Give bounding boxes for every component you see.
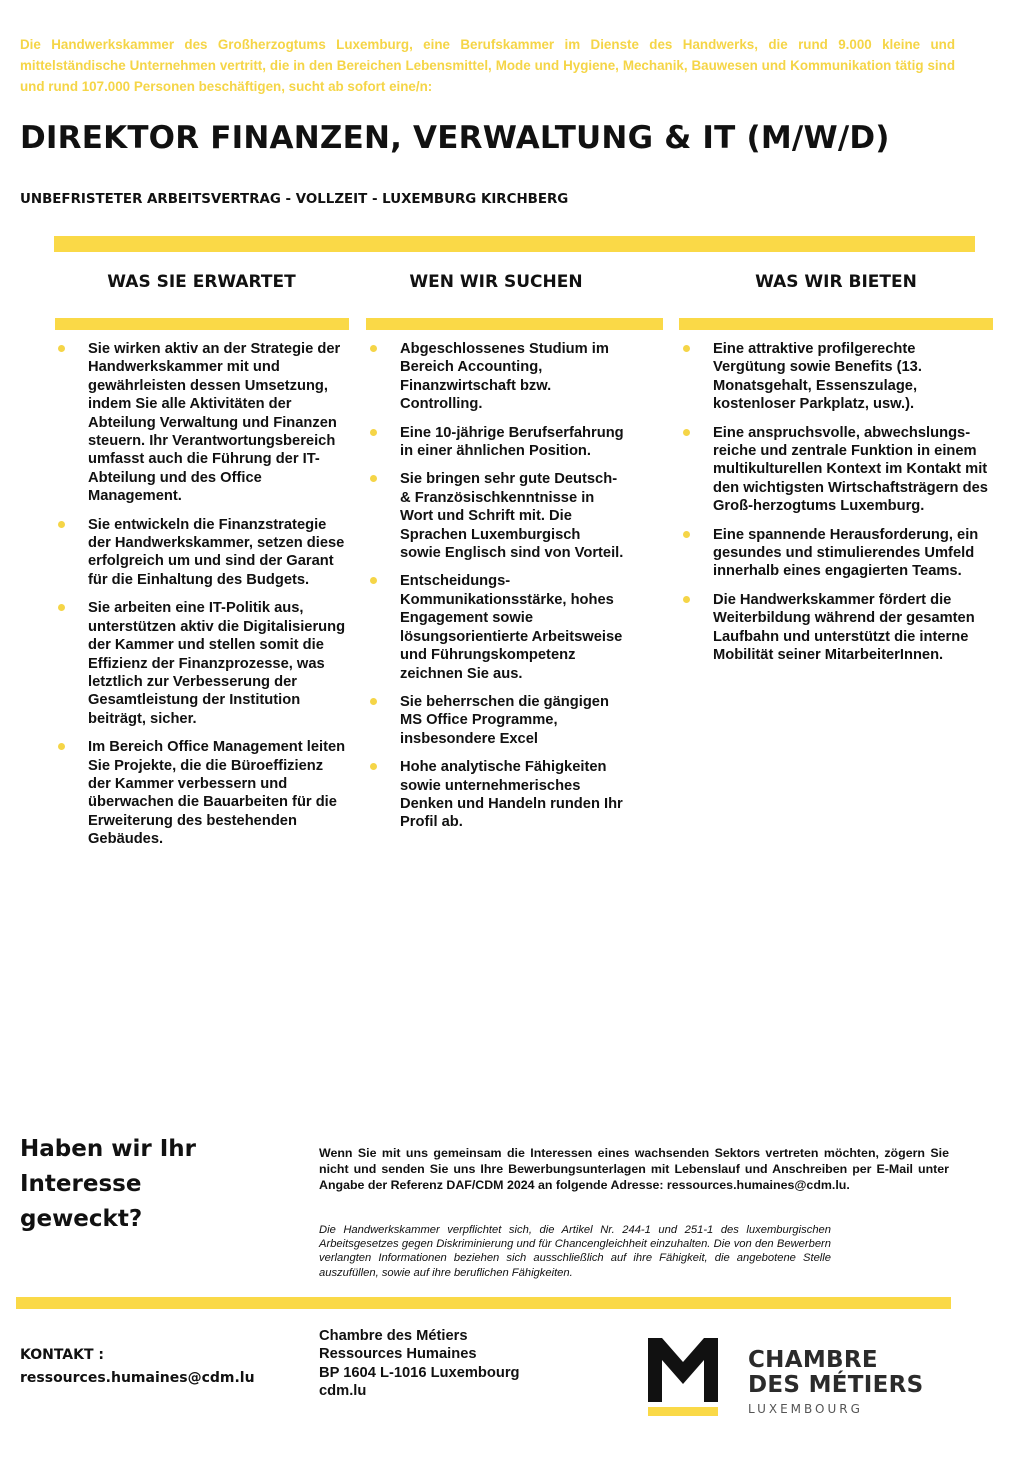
- contact-block: [20, 1344, 255, 1390]
- logo-text-line: LUXEMBOURG: [748, 1402, 863, 1416]
- list-item: [366, 470, 624, 562]
- logo-text-line: CHAMBRE: [748, 1347, 878, 1373]
- cta-line: Haben wir Ihr: [20, 1136, 196, 1162]
- list-item-text: Eine spannende Herausforderung, ein gesundes und stimulierendes Umfeld innerhalb eines engagierten Teams.: [713, 526, 979, 580]
- list-item: [366, 424, 624, 461]
- bullet-icon: [58, 604, 65, 611]
- column-heading-offer: WAS WIR BIETEN: [755, 272, 917, 292]
- column-divider-offer: [679, 318, 993, 330]
- bullet-icon: [370, 475, 377, 482]
- chambre-des-metiers-logo: [648, 1338, 948, 1418]
- list-item-text: Sie arbeiten eine IT-Politik aus, unterstützen aktiv die Digitalisierung der Kammer und stellen somit die Effizienz der Finanzprozesse, was letztlich zur Verbesserung der Gesamtleistung der Institution beiträgt, sicher.: [88, 600, 346, 727]
- bullet-icon: [370, 577, 377, 584]
- column-divider-expectations: [55, 318, 349, 330]
- top-divider: [54, 236, 975, 252]
- list-item-text: Eine anspruchsvolle, abwechslungs-reiche und zentrale Funktion in einem multikulturellen Kontext im Kontakt mit den wichtigsten Wirtschaftsträgern des Groß-herzogtums Luxemburg.: [713, 424, 988, 515]
- bullet-icon: [58, 743, 65, 750]
- bullet-icon: [683, 596, 690, 603]
- column-heading-expectations: WAS SIE ERWARTET: [107, 272, 296, 292]
- cta-line: Interesse: [20, 1171, 142, 1197]
- bullet-icon: [370, 698, 377, 705]
- list-item: [679, 591, 991, 665]
- application-instructions: Wenn Sie mit uns gemeinsam die Interessen eines wachsenden Sektors vertreten möchten, zögern Sie nicht und senden Sie uns Ihre Bewerbungsunterlagen mit Lebenslauf und Anschreiben per E-Mail unter Angabe der Referenz DAF/CDM 2024 an folgende Adresse: ressources.humaines@cdm.lu.: [319, 1146, 949, 1192]
- logo-text-line: DES MÉTIERS: [748, 1372, 924, 1398]
- bullet-icon: [370, 429, 377, 436]
- bullet-icon: [683, 345, 690, 352]
- list-item-text: Sie entwickeln die Finanzstrategie der Handwerkskammer, setzen diese erfolgreich um und sind der Garant für die Einhaltung des Budgets.: [88, 516, 345, 588]
- list-item-text: Entscheidungs- Kommunikationsstärke, hohes Engagement sowie lösungsorientierte Arbeitsweise und Führungskompetenz zeichnen Sie aus.: [400, 573, 623, 682]
- list-item: [366, 693, 624, 748]
- column-divider-profile: [366, 318, 663, 330]
- cdm-m-logo-icon: [648, 1338, 718, 1416]
- address-line: BP 1604 L-1016 Luxembourg: [319, 1364, 520, 1381]
- list-profile: [366, 340, 624, 842]
- list-item-text: Im Bereich Office Management leiten Sie Projekte, die die Büroeffizienz der Kammer verbessern und überwachen die Bauarbeiten für die Erweiterung des bestehenden Gebäudes.: [88, 739, 346, 848]
- list-item: [679, 424, 991, 516]
- list-item-text: Eine attraktive profilgerechte Vergütung sowie Benefits (13. Monatsgehalt, Essenszulage, kostenloser Parkplatz, usw.).: [713, 341, 922, 413]
- list-item: [366, 340, 624, 414]
- list-item-text: Abgeschlossenes Studium im Bereich Accounting, Finanzwirtschaft bzw. Controlling.: [400, 341, 609, 413]
- legal-disclaimer: Die Handwerkskammer verpflichtet sich, die Artikel Nr. 244-1 und 251-1 des luxemburgischen Arbeitsgesetzes gegen Diskriminierung und für Chancengleichheit einzuhalten. Die von den Bewerbern verlangten Informationen beziehen sich ausschließlich auf ihre Fähigkeit, die angebotene Stelle auszufüllen, sowie auf ihre beruflichen Fähigkeiten.: [319, 1224, 831, 1279]
- bullet-icon: [370, 345, 377, 352]
- address-line: Chambre des Métiers: [319, 1328, 468, 1344]
- list-item: [54, 516, 348, 590]
- list-item-text: Sie beherrschen die gängigen MS Office Programme, insbesondere Excel: [400, 693, 609, 747]
- list-item: [679, 526, 991, 581]
- list-offer: [679, 340, 991, 675]
- column-heading-profile: WEN WIR SUCHEN: [409, 272, 583, 292]
- list-item: [679, 340, 991, 414]
- intro-paragraph: Die Handwerkskammer des Großherzogtums Luxemburg, eine Berufskammer im Dienste des Handwerks, die rund 9.000 kleine und mittelständische Unternehmen vertritt, die in den Bereichen Lebensmittel, Mode und Hygiene, Mechanik, Bauwesen und Kommunikation tätig sind und rund 107.000 Personen beschäftigen, sucht ab sofort eine/n:: [20, 37, 955, 94]
- bullet-icon: [58, 345, 65, 352]
- address-line: Ressources Humaines: [319, 1346, 477, 1363]
- list-item-text: Eine 10-jährige Berufserfahrung in einer ähnlichen Position.: [400, 424, 624, 460]
- list-expectations: [54, 340, 348, 859]
- bullet-icon: [683, 531, 690, 538]
- list-item: [366, 572, 624, 682]
- list-item: [54, 738, 348, 848]
- list-item: [54, 599, 348, 728]
- list-item: [54, 340, 348, 506]
- list-item-text: Hohe analytische Fähigkeiten sowie unternehmerisches Denken und Handeln runden Ihr Profil ab.: [400, 759, 623, 831]
- postal-address: [319, 1327, 520, 1401]
- bullet-icon: [683, 429, 690, 436]
- list-item: [366, 758, 624, 832]
- job-title: DIREKTOR FINANZEN, VERWALTUNG & IT (M/W/D): [20, 120, 890, 156]
- website-link[interactable]: cdm.lu: [319, 1383, 367, 1400]
- bottom-divider: [16, 1297, 951, 1309]
- call-to-action-heading: [20, 1132, 280, 1237]
- list-item-text: Die Handwerkskammer fördert die Weiterbildung während der gesamten Laufbahn und unterstützt die interne Mobilität seiner MitarbeiterInnen.: [713, 591, 975, 664]
- contact-email-link[interactable]: ressources.humaines@cdm.lu: [20, 1370, 255, 1386]
- job-subtitle: UNBEFRISTETER ARBEITSVERTRAG - VOLLZEIT - LUXEMBURG KIRCHBERG: [20, 192, 569, 207]
- bullet-icon: [370, 763, 377, 770]
- bullet-icon: [58, 521, 65, 528]
- contact-label: KONTAKT :: [20, 1347, 105, 1363]
- list-item-text: Sie wirken aktiv an der Strategie der Handwerkskammer mit und gewährleisten dessen Umsetzung, indem Sie alle Aktivitäten der Abteilung Verwaltung und Finanzen steuern. Ihr Verantwortungsbereich umfasst auch die Führung der IT-Abteilung und des Office Management.: [88, 341, 341, 505]
- list-item-text: Sie bringen sehr gute Deutsch- & Französischkenntnisse in Wort und Schrift mit. Die Sprachen Luxemburgisch sowie Englisch sind von Vorteil.: [400, 471, 624, 562]
- cta-line: geweckt?: [20, 1206, 143, 1232]
